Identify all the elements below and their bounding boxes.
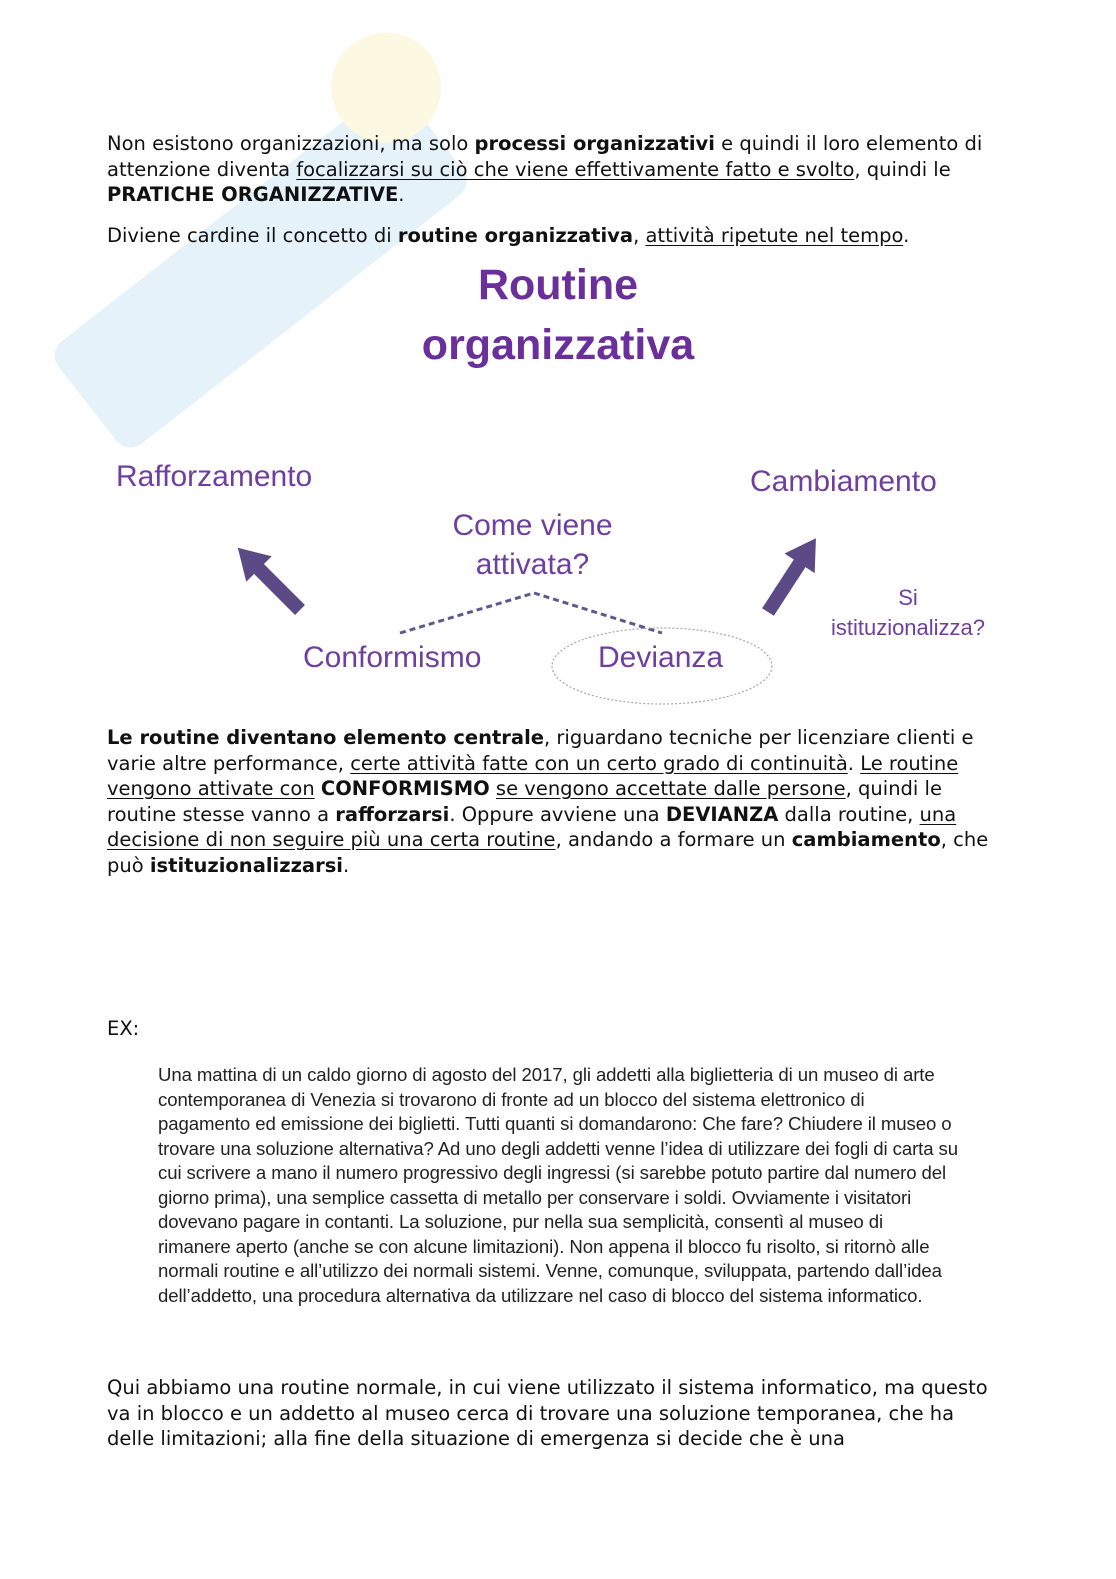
routine-paragraph: Le routine diventano elemento centrale, riguardano tecniche per licenziare clienti e varie altre performance, certe attività fatte con un certo grado di continuità. Le routine vengono attivate con CONFORMISMO se vengono accettate dalle persone, quindi le routine stesse vanno a rafforzarsi. Oppure avviene una DEVIANZA dalla routine, una decisione di non seguire più una certa routine, andando a formare un cambiamento, che può istituzionalizzarsi. <box>107 726 989 877</box>
label-devianza: Devianza <box>598 641 724 674</box>
dashed-branch-right <box>534 593 662 633</box>
cardine-paragraph: Diviene cardine il concetto di routine organizzativa, attività ripetute nel tempo. <box>107 224 910 247</box>
question-line1: Come viene <box>452 509 613 542</box>
example-quote: Una mattina di un caldo giorno di agosto del 2017, gli addetti alla biglietteria di un museo di arte contemporanea di Venezia si trovarono di fronte ad un blocco del sistema elettronico di pagamento ed emissione dei biglietti. Tutti quanti si domandarono: Che fare? Chiudere il museo o trovare una soluzione alternativa? Ad uno degli addetti venne l’idea di utilizzare dei fogli di carta su cui scrivere a mano il numero progressivo degli ingressi (si sarebbe potuto partire dal numero del giorno prima), una semplice cassetta di metallo per conservare i soldi. Ovviamente i visitatori dovevano pagare in contanti. La soluzione, pur nella sua semplicità, consentì al museo di rimanere aperto (anche se con alcune limitazioni). Non appena il blocco fu risolto, si ritornò alle normali routine e all’utilizzo dei normali sistemi. Venne, comunque, sviluppata, partendo dall’idea dell’addetto, una procedura alternativa da utilizzare nel caso di blocco del sistema informatico. <box>158 1064 958 1306</box>
arrow-up-right-icon <box>753 528 831 621</box>
arrow-up-left-icon <box>225 535 313 623</box>
si-line2: istituzionalizza? <box>830 615 986 640</box>
diagram-title-line1: Routine <box>477 261 639 309</box>
intro-paragraph: Non esistono organizzazioni, ma solo processi organizzativi e quindi il loro elemento di attenzione diventa focalizzarsi su ciò che viene effettivamente fatto e svolto, quindi le PRATICHE ORGANIZZATIVE. <box>107 132 983 206</box>
label-rafforzamento: Rafforzamento <box>116 460 313 493</box>
label-conformismo: Conformismo <box>303 641 482 674</box>
dashed-branch-left <box>400 593 534 633</box>
si-line1: Si <box>898 585 918 610</box>
diagram-shapes <box>100 255 1016 715</box>
routine-diagram <box>100 255 1016 715</box>
label-cambiamento: Cambiamento <box>750 465 937 498</box>
devianza-ellipse <box>552 628 772 704</box>
example-label: EX: <box>107 1017 140 1040</box>
closing-paragraph: Qui abbiamo una routine normale, in cui viene utilizzato il sistema informatico, ma questo va in blocco e un addetto al museo cerca di trovare una soluzione temporanea, che ha delle limitazioni; alla fine della situazione di emergenza si decide che è una <box>107 1376 988 1450</box>
diagram-title-line2: organizzativa <box>421 321 695 369</box>
question-line2: attivata? <box>475 548 590 581</box>
